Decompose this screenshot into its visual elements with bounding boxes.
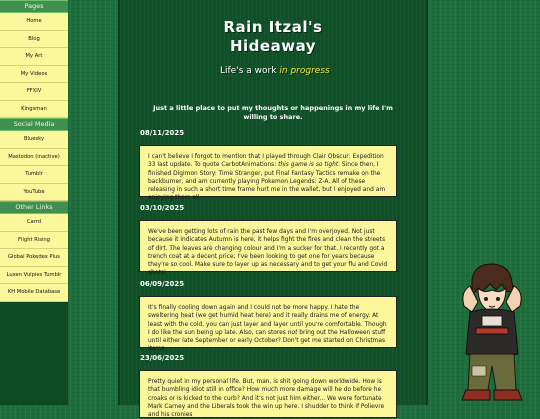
sidebar-item-youtube[interactable]: YouTube bbox=[0, 184, 68, 202]
site-title-line2: Hideaway bbox=[229, 37, 317, 55]
sidebar-item-ffxiv[interactable]: FFXIV bbox=[0, 83, 68, 101]
post-text-rest: . Since then, I finished Digimon Story: Time Stranger, put Final Fantasy Tactics remake on the backburner, and am currently playing Pokemon Legends: Z-A. All of these releasing in such a short time frame hurt me in the wallet, but I enjoyed and am enjoying them all. bbox=[148, 162, 386, 202]
tagline bbox=[220, 66, 330, 76]
main-content bbox=[118, 0, 428, 419]
sidebar-nav bbox=[0, 0, 68, 405]
sidebar-item-luxen-vulpies-tumblr[interactable]: Luxen Vulpies Tumblr bbox=[0, 267, 68, 285]
sidebar-item-home[interactable]: Home bbox=[0, 13, 68, 31]
sidebar-item-kh-mobile-database[interactable]: KH Mobile Database bbox=[0, 284, 68, 302]
sidebar-header-social-media: Social Media bbox=[0, 118, 68, 131]
blog-post bbox=[139, 370, 397, 418]
blog-post bbox=[139, 296, 397, 353]
sidebar-item-blog[interactable]: Blog bbox=[0, 31, 68, 49]
sidebar-header-pages: Pages bbox=[0, 0, 68, 13]
post-date: 06/09/2025 bbox=[140, 280, 185, 288]
sidebar-item-global-pokedex-plus[interactable]: Global Pokedex Plus bbox=[0, 249, 68, 267]
sidebar-item-my-art[interactable]: My Art bbox=[0, 48, 68, 66]
sidebar-item-carrd[interactable]: Carrd bbox=[0, 214, 68, 232]
site-title-line1: Rain Itzal's bbox=[223, 18, 323, 36]
sidebar-item-kingsman[interactable]: Kingsman bbox=[0, 101, 68, 119]
post-text: I can't believe I forgot to mention that I played through Clair Obscur: Expedition 33 last update. To quote CarbotAnimations: bbox=[148, 154, 384, 169]
sidebar-item-flight-rising[interactable]: Flight Rising bbox=[0, 232, 68, 250]
tagline-accent: in progress bbox=[279, 66, 330, 76]
intro-text: Just a little place to put my thoughts or happenings in my life I'm willing to share. bbox=[153, 104, 393, 121]
sidebar-item-bluesky[interactable]: Bluesky bbox=[0, 131, 68, 149]
post-text: Pretty quiet in my personal life. But, man, is shit going down worldwide. How is that bumbling idiot still in office? How much more damage will he do before he croaks or is kicked to the curb? And it's not just him either... We were fortunate Mark Carney and the Liberals took the win up here. I shudder to think if Polievre and his cronies bbox=[148, 379, 385, 419]
tagline-text: Life's a work bbox=[220, 66, 277, 76]
post-emphasis: this game is so tight bbox=[278, 162, 339, 169]
post-text: We've been getting lots of rain the past few days and I'm overjoyed. Not just because it indicates Autumn is here, it helps fight the fires and clean the streets of dirt. The leaves are changing colour and I'm a sucker for that. I recently got a trench coat at a decent price; I've been looking to get one for years because they're so cool. Make sure to layer up as necessary and to get your flu and Covid shots! bbox=[148, 229, 388, 277]
sidebar-header-other-links: Other Links bbox=[0, 201, 68, 214]
sidebar-item-my-videos[interactable]: My Videos bbox=[0, 66, 68, 84]
blog-post bbox=[139, 220, 397, 277]
blog-post bbox=[139, 145, 397, 202]
post-date: 03/10/2025 bbox=[140, 204, 185, 212]
post-date: 08/11/2025 bbox=[140, 129, 185, 137]
post-date: 23/06/2025 bbox=[140, 354, 185, 362]
sidebar-item-mastodon[interactable]: Mastodon (inactive) bbox=[0, 149, 68, 167]
post-emphasis: not bbox=[287, 329, 298, 336]
character-illustration bbox=[452, 262, 532, 405]
post-text-rest: bring out the Halloween stuff until either late September or early October? Don't get me started on Christmas items. bbox=[148, 329, 386, 353]
post-text: It's finally cooling down again and I could not be more happy. I hate the sweltering heat (we get humid heat here) and it really drains me of energy. At least with the cold, you can just layer and layer until you're comfortable. Though I do like the sun being up late. Also, can stores bbox=[148, 305, 387, 336]
sidebar-item-tumblr[interactable]: Tumblr bbox=[0, 166, 68, 184]
